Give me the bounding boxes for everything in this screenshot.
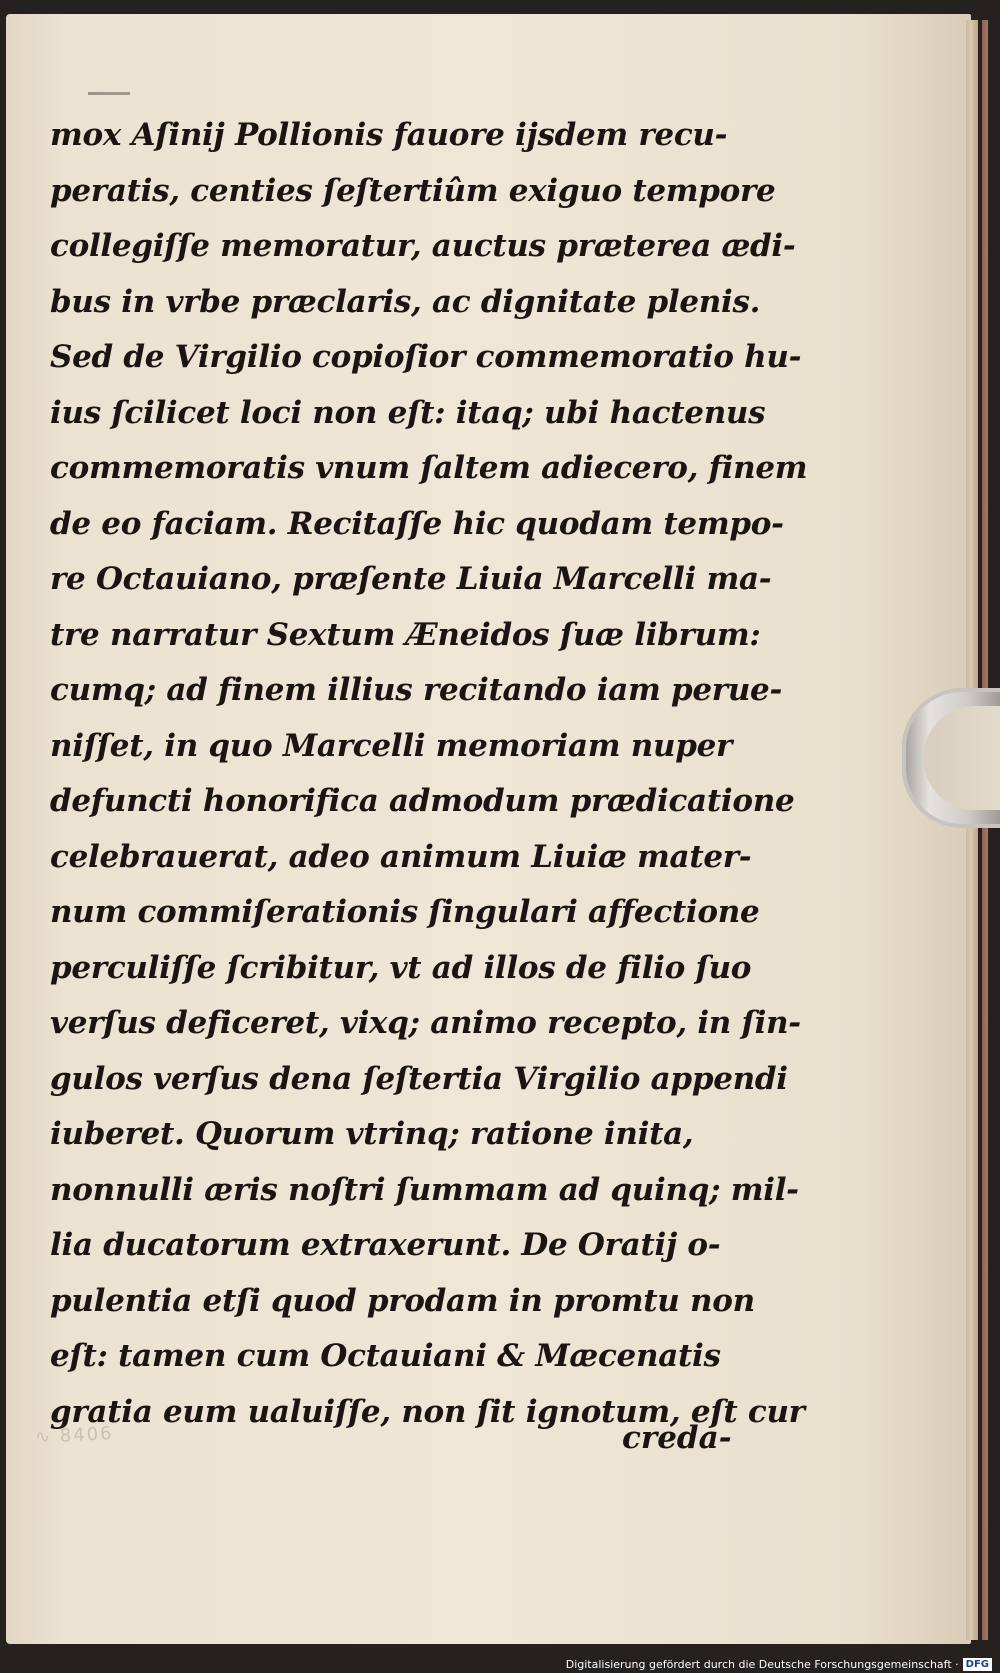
dfg-logo: DFG <box>963 1658 992 1671</box>
text-line: nonnulli æris noſtri ſummam ad quinq; mil- <box>50 1171 799 1208</box>
digitization-credit <box>566 1658 992 1671</box>
text-line: bus in vrbe præclaris, ac dignitate plenis. <box>50 283 761 320</box>
text-line: defuncti honorifica admodum prædicatione <box>50 783 795 819</box>
text-line: verſus deficeret, vixq; animo recepto, in ſin- <box>50 1005 801 1041</box>
text-line: cumq; ad finem illius recitando iam perue- <box>50 672 783 708</box>
text-line: celebrauerat, adeo animum Liuiæ mater- <box>50 838 752 875</box>
credit-text: Digitalisierung gefördert durch die Deutsche Forschungsgemeinschaft · <box>565 1658 959 1671</box>
text-line: de eo faciam. Recitaſſe hic quodam tempo- <box>50 505 784 542</box>
ink-mark <box>88 92 130 95</box>
text-line: num commiſerationis ſingulari affectione <box>50 894 760 930</box>
text-line: iuberet. Quorum vtrinq; ratione inita, <box>50 1116 694 1152</box>
text-line: lia ducatorum extraxerunt. De Oratij o- <box>50 1227 721 1263</box>
text-line: gulos verſus dena ſeſtertia Virgilio appendi <box>50 1060 788 1097</box>
text-line: ius ſcilicet loci non eſt: itaq; ubi hactenus <box>50 394 766 431</box>
text-line: peratis, centies ſeſtertiûm exiguo tempore <box>50 172 776 209</box>
text-line: niſſet, in quo Marcelli memoriam nuper <box>50 727 733 764</box>
catchword: creda- <box>622 1420 732 1456</box>
page-text <box>50 108 808 1440</box>
text-line: tre narratur Sextum Æneidos ſuæ librum: <box>50 616 761 653</box>
page-edges <box>966 20 978 1640</box>
text-line: Sed de Virgilio copioſior commemoratio hu- <box>50 339 802 375</box>
text-line: eſt: tamen cum Octauiani & Mæcenatis <box>50 1338 721 1374</box>
text-line: gratia eum ualuiſſe, non ſit ignotum, eſt cur <box>50 1393 805 1430</box>
red-page-edge <box>982 20 988 1640</box>
faint-library-stamp: ∿ 8406 <box>34 1422 115 1449</box>
text-line: perculiſſe ſcribitur, vt ad illos de filio ſuo <box>50 949 752 986</box>
text-line: collegiſſe memoratur, auctus præterea ædi- <box>50 228 796 264</box>
text-line: re Octauiano, præſente Liuia Marcelli ma- <box>50 561 772 597</box>
text-line: pulentia etſi quod prodam in promtu non <box>50 1282 755 1319</box>
text-line: mox Aſinij Pollionis fauore ijsdem recu- <box>50 117 728 153</box>
text-line: commemoratis vnum ſaltem adiecero, finem <box>50 450 808 486</box>
